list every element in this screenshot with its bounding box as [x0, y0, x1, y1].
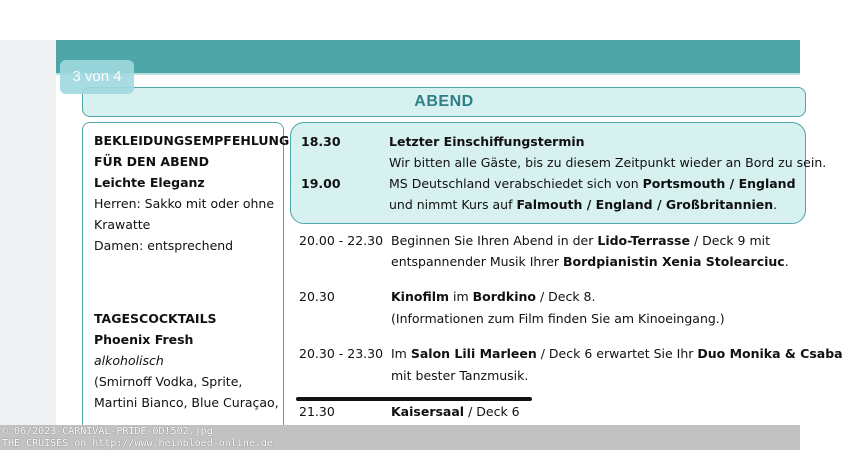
section-title: ABEND [414, 93, 474, 110]
event-time: 20.30 [299, 289, 335, 304]
dress-men-2: Krawatte [94, 217, 151, 232]
event-description: und nimmt Kurs auf Falmouth / England / Großbritannien. [389, 197, 778, 212]
event-description: Wir bitten alle Gäste, bis zu diesem Zeitpunkt wieder an Bord zu sein. [389, 155, 827, 170]
page-indicator-badge: 3 von 4 [60, 60, 134, 94]
cocktail-heading: TAGESCOCKTAILS [94, 311, 217, 326]
event-title: Letzter Einschiffungstermin [389, 134, 585, 149]
event-time: 20.00 - 22.30 [299, 233, 384, 248]
dress-women: Damen: entsprechend [94, 238, 234, 253]
section-header-bar [82, 87, 806, 117]
cocktail-type: alkoholisch [94, 353, 164, 368]
event-description: Im Salon Lili Marleen / Deck 6 erwartet Sie Ihr Duo Monika & Csaba [391, 346, 843, 361]
dress-heading: BEKLEIDUNGSEMPFEHLUNG [94, 133, 290, 148]
header-band-shadow [56, 73, 800, 75]
cocktail-name: Phoenix Fresh [94, 332, 194, 347]
event-description: mit bester Tanzmusik. [391, 368, 529, 383]
dress-men: Herren: Sakko mit oder ohne [94, 196, 275, 211]
event-description: entspannender Musik Ihrer Bordpianistin Xenia Stolearciuc. [391, 254, 789, 269]
event-description: Beginnen Sie Ihren Abend in der Lido-Terrasse / Deck 9 mit [391, 233, 771, 248]
event-time: 19.00 [301, 176, 341, 191]
cocktail-ingredients-2: Martini Bianco, Blue Curaçao, [94, 395, 279, 410]
event-time: 18.30 [301, 134, 341, 149]
header-band [56, 40, 800, 73]
scroll-indicator[interactable] [296, 397, 532, 401]
event-time: 20.30 - 23.30 [299, 346, 384, 361]
dress-heading-2: FÜR DEN ABEND [94, 154, 209, 169]
credit-website: THE CRUISES on http://www.heinbloed-online.de [2, 438, 273, 449]
top-margin [0, 0, 800, 40]
credit-filename: © 06/2023-CARNIVAL-PRIDE-0D!502.jpg [2, 426, 213, 437]
document-page[interactable] [56, 40, 843, 425]
event-time: 21.30 [299, 404, 335, 419]
event-description: MS Deutschland verabschiedet sich von Portsmouth / England [389, 176, 796, 191]
event-description: Kaisersaal / Deck 6 [391, 404, 520, 419]
dress-code: Leichte Eleganz [94, 175, 205, 190]
image-credit-footer [0, 425, 800, 450]
info-sidebar [82, 122, 290, 443]
cocktail-ingredients: (Smirnoff Vodka, Sprite, [94, 374, 243, 389]
viewer-left-margin [0, 40, 56, 425]
event-description: (Informationen zum Film finden Sie am Kinoeingang.) [391, 311, 725, 326]
event-description: Kinofilm im Bordkino / Deck 8. [391, 289, 596, 304]
